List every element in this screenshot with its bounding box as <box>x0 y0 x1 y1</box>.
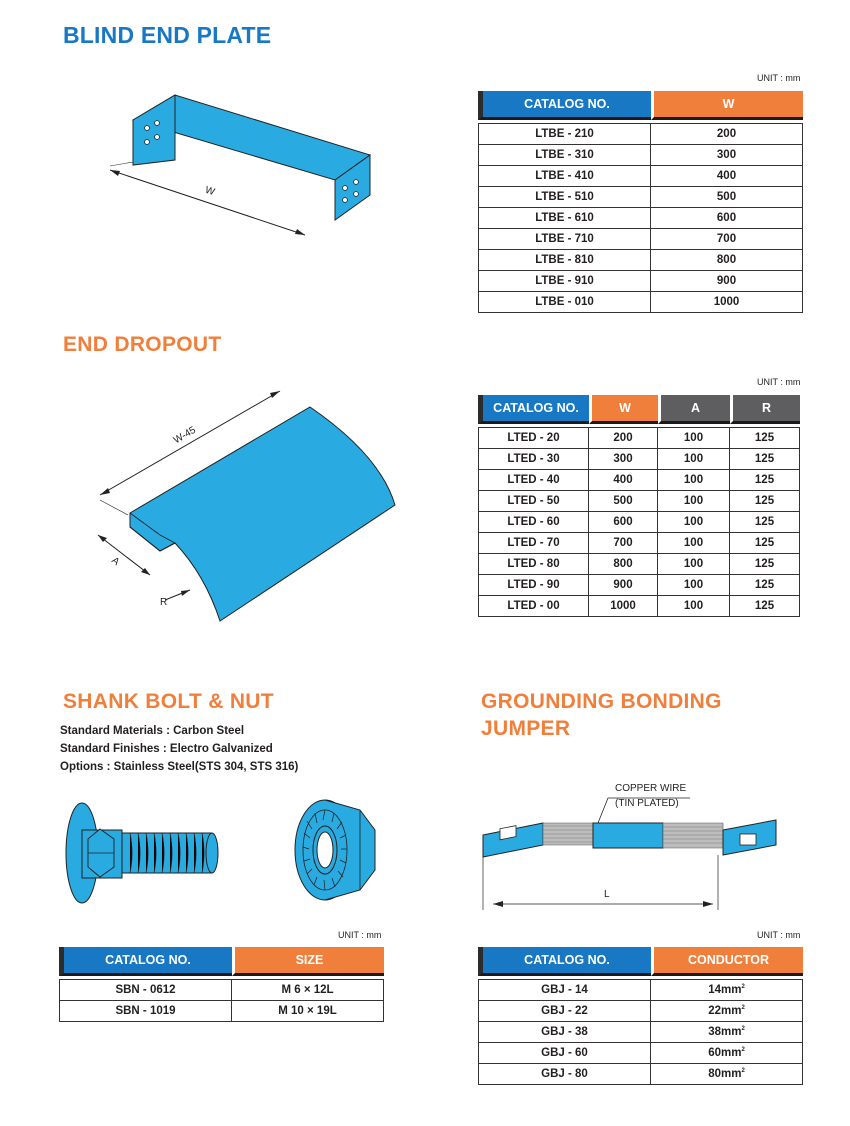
catalog-cell: LTBE - 510 <box>478 187 651 208</box>
table-row <box>478 1001 803 1022</box>
col-r: R <box>730 395 800 424</box>
catalog-cell: LTBE - 810 <box>478 250 651 271</box>
r-cell: 125 <box>730 575 800 596</box>
r-cell: 125 <box>730 533 800 554</box>
a-cell: 100 <box>658 449 730 470</box>
table-row <box>59 1001 384 1022</box>
catalog-cell: LTED - 00 <box>478 596 589 617</box>
w-cell: 900 <box>589 575 658 596</box>
grounding-table <box>478 947 803 1085</box>
catalog-cell: LTBE - 910 <box>478 271 651 292</box>
col-size: SIZE <box>232 947 384 976</box>
table-row <box>478 1043 803 1064</box>
conductor-cell: $80mm^2$ <box>651 1064 803 1085</box>
w-cell: 700 <box>589 533 658 554</box>
a-cell: 100 <box>658 533 730 554</box>
catalog-cell: LTBE - 310 <box>478 145 651 166</box>
value-cell: 700 <box>651 229 803 250</box>
value-cell: 900 <box>651 271 803 292</box>
catalog-cell: LTED - 50 <box>478 491 589 512</box>
catalog-cell: LTED - 40 <box>478 470 589 491</box>
shank-bolt-drawing <box>60 795 230 915</box>
shank-bolt-spec-options: Options : Stainless Steel(STS 304, STS 316) <box>60 761 299 773</box>
table-row <box>478 427 800 449</box>
catalog-cell: LTED - 80 <box>478 554 589 575</box>
table-row <box>478 470 800 491</box>
catalog-cell: SBN - 0612 <box>59 979 232 1001</box>
a-cell: 100 <box>658 512 730 533</box>
r-cell: 125 <box>730 491 800 512</box>
grounding-unit: UNIT : mm <box>757 930 801 940</box>
table-row <box>59 979 384 1001</box>
a-cell: 100 <box>658 596 730 617</box>
catalog-cell: LTED - 70 <box>478 533 589 554</box>
table-row <box>478 596 800 617</box>
a-cell: 100 <box>658 491 730 512</box>
a-cell: 100 <box>658 575 730 596</box>
col-catalog-no: CATALOG NO. <box>478 947 651 976</box>
shank-bolt-title: SHANK BOLT & NUT <box>63 690 274 713</box>
col-a: A <box>658 395 730 424</box>
conductor-cell: $14mm^2$ <box>651 979 803 1001</box>
catalog-cell: GBJ - 22 <box>478 1001 651 1022</box>
end-dropout-w-label: W-45 <box>171 424 198 447</box>
tin-plated-label: (TIN PLATED) <box>615 798 679 809</box>
blind-end-plate-drawing <box>95 90 385 250</box>
table-row <box>478 250 803 271</box>
table-row <box>478 533 800 554</box>
catalog-cell: GBJ - 60 <box>478 1043 651 1064</box>
shank-bolt-unit: UNIT : mm <box>338 930 382 940</box>
col-conductor: CONDUCTOR <box>651 947 803 976</box>
r-cell: 125 <box>730 470 800 491</box>
r-cell: 125 <box>730 554 800 575</box>
table-row <box>478 554 800 575</box>
end-dropout-unit: UNIT : mm <box>757 377 801 387</box>
w-cell: 400 <box>589 470 658 491</box>
catalog-cell: LTED - 20 <box>478 427 589 449</box>
col-catalog-no: CATALOG NO. <box>59 947 232 976</box>
table-row <box>478 512 800 533</box>
copper-wire-label: COPPER WIRE <box>615 783 687 794</box>
value-cell: 300 <box>651 145 803 166</box>
col-w: W <box>589 395 658 424</box>
end-dropout-table <box>478 395 800 617</box>
conductor-cell: $22mm^2$ <box>651 1001 803 1022</box>
table-row <box>478 491 800 512</box>
table-row <box>478 166 803 187</box>
r-cell: 125 <box>730 596 800 617</box>
end-dropout-drawing <box>90 375 410 635</box>
table-row <box>478 1064 803 1085</box>
a-cell: 100 <box>658 554 730 575</box>
w-cell: 300 <box>589 449 658 470</box>
table-row <box>478 208 803 229</box>
catalog-cell: LTBE - 410 <box>478 166 651 187</box>
value-cell: 800 <box>651 250 803 271</box>
r-cell: 125 <box>730 427 800 449</box>
a-cell: 100 <box>658 427 730 449</box>
table-row <box>478 292 803 313</box>
blind-end-plate-title: BLIND END PLATE <box>63 22 272 48</box>
catalog-cell: GBJ - 80 <box>478 1064 651 1085</box>
col-catalog-no: CATALOG NO. <box>478 91 651 120</box>
blind-end-plate-unit: UNIT : mm <box>757 73 801 83</box>
catalog-cell: GBJ - 38 <box>478 1022 651 1043</box>
col-w: W <box>651 91 803 120</box>
value-cell: 500 <box>651 187 803 208</box>
conductor-cell: $60mm^2$ <box>651 1043 803 1064</box>
w-cell: 600 <box>589 512 658 533</box>
table-row <box>478 187 803 208</box>
catalog-cell: LTED - 30 <box>478 449 589 470</box>
col-catalog-no: CATALOG NO. <box>478 395 589 424</box>
table-row <box>478 1022 803 1043</box>
w-cell: 800 <box>589 554 658 575</box>
a-cell: 100 <box>658 470 730 491</box>
conductor-cell: $38mm^2$ <box>651 1022 803 1043</box>
shank-bolt-spec-materials: Standard Materials : Carbon Steel <box>60 725 245 737</box>
grounding-l-label: L <box>604 889 610 900</box>
catalog-cell: LTBE - 710 <box>478 229 651 250</box>
value-cell: 400 <box>651 166 803 187</box>
end-dropout-title: END DROPOUT <box>63 333 222 356</box>
table-row <box>478 123 803 145</box>
catalog-cell: SBN - 1019 <box>59 1001 232 1022</box>
w-cell: 200 <box>589 427 658 449</box>
blind-end-plate-table <box>478 91 803 313</box>
table-row <box>478 575 800 596</box>
size-cell: M 10 × 19L <box>232 1001 384 1022</box>
table-row <box>478 271 803 292</box>
grounding-jumper-drawing <box>478 790 788 915</box>
shank-bolt-table <box>59 947 384 1022</box>
end-dropout-r-label: R <box>160 597 168 608</box>
catalog-cell: GBJ - 14 <box>478 979 651 1001</box>
blind-end-plate-w-label: W <box>203 184 216 199</box>
catalog-cell: LTBE - 210 <box>478 123 651 145</box>
catalog-cell: LTED - 60 <box>478 512 589 533</box>
catalog-cell: LTBE - 610 <box>478 208 651 229</box>
value-cell: 600 <box>651 208 803 229</box>
w-cell: 500 <box>589 491 658 512</box>
catalog-cell: LTBE - 010 <box>478 292 651 313</box>
value-cell: 200 <box>651 123 803 145</box>
catalog-cell: LTED - 90 <box>478 575 589 596</box>
size-cell: M 6 × 12L <box>232 979 384 1001</box>
grounding-title <box>481 688 722 742</box>
r-cell: 125 <box>730 512 800 533</box>
shank-bolt-spec-finishes: Standard Finishes : Electro Galvanized <box>60 743 273 755</box>
table-row <box>478 979 803 1001</box>
value-cell: 1000 <box>651 292 803 313</box>
table-row <box>478 145 803 166</box>
grounding-title-line-1: GROUNDING BONDING <box>481 690 722 713</box>
flange-nut-drawing <box>285 795 395 905</box>
table-row <box>478 229 803 250</box>
grounding-title-line-2: JUMPER <box>481 717 571 740</box>
table-row <box>478 449 800 470</box>
r-cell: 125 <box>730 449 800 470</box>
w-cell: 1000 <box>589 596 658 617</box>
end-dropout-a-label: A <box>109 555 122 568</box>
